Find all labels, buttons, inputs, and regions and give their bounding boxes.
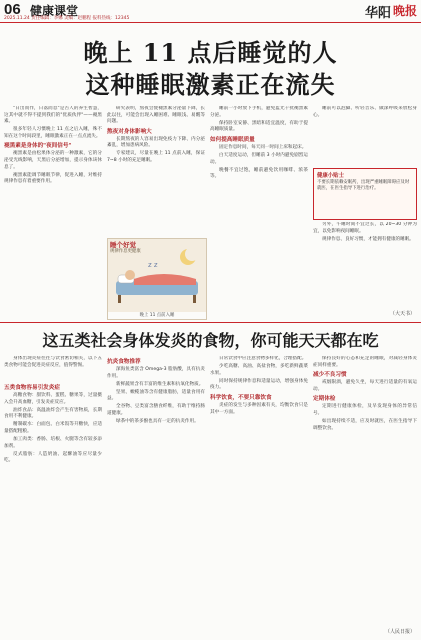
paragraph: 另外，午睡时间不宜过长，以 20~30 分钟为宜，以免影响夜间睡眠。 — [313, 222, 417, 234]
paragraph: 新鲜蔬果含有丰富的维生素和抗氧化物质。 — [116, 381, 204, 387]
sleep-illustration — [107, 238, 207, 320]
paragraph: 保持卧室安静、黑暗和适宜温度，有助于提高睡眠质量。 — [210, 120, 308, 133]
paragraph: 褪黑素是由松果体分泌的一种激素，它的分泌受光线影响，天黑后分泌增加，提示身体该休息了。 — [4, 151, 102, 170]
paragraph: 深海鱼类富含 Omega-3 脂肪酸，具有抗炎作用。 — [107, 367, 205, 379]
section-title: 健康课堂 — [30, 4, 79, 18]
paragraph: 长期熬夜的人容易出现免疫力下降、内分泌紊乱，增加患病风险。 — [107, 136, 205, 149]
subheading: 科学饮食，不要只靠饮食 — [210, 394, 272, 401]
subheading: 褪黑素是身体的"夜间信号" — [4, 143, 72, 150]
newspaper-logo: 晚报 — [392, 4, 417, 18]
article2-intro — [4, 356, 102, 380]
paragraph: 戒烟限酒，避免久坐，每天进行适量的有氧运动。 — [313, 380, 417, 392]
tips-box-body: 不要长期依赖安眠药，出现严重睡眠障碍应及时就医，在医生指导下进行治疗。 — [317, 180, 410, 192]
paragraph: 加工肉类：香肠、培根、火腿等含有较多添加剂。 — [4, 437, 102, 449]
paragraph: 保持良好的心态和充足的睡眠，对减轻身体炎症同样重要。 — [313, 356, 417, 368]
sleeping-person-icon — [108, 239, 206, 311]
paragraph: 高糖食物：甜饮料、蛋糕、糖果等，过量摄入会升高血糖，引发炎症反应。 — [4, 393, 102, 405]
subheading: 抗炎食物推荐 — [107, 359, 141, 365]
illustration-subtitle: 规律作息更健康 — [110, 249, 141, 254]
subheading: 如何提高睡眠质量 — [210, 136, 255, 143]
article1-column-4-continued — [313, 222, 417, 312]
paragraph: 白天适度运动，但睡前 3 小时内避免剧烈运动。 — [210, 152, 308, 165]
article1-column-4 — [313, 106, 417, 166]
paragraph: 研究表明，熬夜会使褪黑素分泌量下降，长此以往，可能会出现入睡困难、睡眠浅、易醒等问题。 — [107, 106, 205, 125]
page-header — [0, 0, 421, 22]
article1-column-3 — [210, 106, 308, 318]
article1-headline-line1: 晚上 11 点后睡觉的人 — [83, 38, 338, 67]
article1-byline: （大天书） — [389, 311, 415, 317]
masthead: 华阳 — [364, 6, 391, 21]
article2-column-3 — [210, 356, 308, 636]
article2-column-1 — [4, 382, 102, 636]
paragraph: 绿茶中的茶多酚也具有一定的抗炎作用。 — [116, 419, 199, 425]
paragraph: 同时保持规律作息和适量运动，增强身体免疫力。 — [210, 378, 308, 391]
subheading: 五类食物容易引发炎症 — [4, 385, 60, 391]
paragraph: 炎症的发生与多种因素有关，均衡饮食只是其中一方面。 — [210, 402, 308, 415]
page-number: 06 — [4, 1, 21, 18]
paragraph: 如出现持续不适，应及时就医，在医生指导下调整饮食。 — [313, 419, 417, 431]
article1-column-1 — [4, 106, 102, 318]
paragraph: 专家建议，尽量在晚上 11 点前入睡，保证 7~8 小时的充足睡眠。 — [107, 151, 205, 164]
paragraph: 固定作息时间，每天同一时间上床和起床。 — [219, 144, 307, 150]
article2-headline: 这五类社会身体发炎的食物，你可能天天都在吃 — [42, 331, 379, 350]
article2-column-4 — [313, 356, 417, 626]
article-divider — [0, 322, 421, 323]
tips-box — [313, 168, 417, 220]
illustration-title: 睡个好觉 — [110, 241, 136, 249]
paragraph: 反式脂肪：人造奶油、起酥油等应尽量少吃。 — [4, 451, 102, 464]
tips-box-title: 健康小贴士 — [317, 173, 344, 179]
paragraph: 褪黑素能调节睡眠节律，促进入睡，对维持规律作息有着重要作用。 — [4, 172, 102, 185]
paragraph: "日出而作，日落而息"是古人的养生智慧，这其中就不得不提到我们的"优质伙伴"——褪黑素。 — [4, 106, 102, 125]
article2-column-2 — [107, 356, 205, 636]
paragraph: 全谷物、豆类富含膳食纤维，有助于维持肠道健康。 — [107, 404, 205, 417]
illustration-caption: 晚上 11 点前入睡 — [108, 312, 206, 319]
dateline: 2025.11.24 责任编辑：李娜 美编：赵鹏程 报料热线：12345 — [4, 16, 130, 21]
paragraph: 很多年轻人习惯晚上 11 点之后入睡，殊不知在这个时间段里，睡眠激素正在一点点流失。 — [4, 127, 102, 139]
paragraph: 身体出现炎症往往与饮食密切相关，以下五类食物可能会促进炎症反应，值得警惕。 — [4, 356, 102, 368]
paragraph: 睡前可以泡脚、听轻音乐、做深呼吸来放松身心。 — [313, 106, 417, 118]
subheading: 定期体检 — [313, 396, 336, 403]
paragraph: 日常饮食中应注意食物多样化，合理搭配。 — [219, 356, 307, 361]
paragraph: 精制碳水：白面包、白米饭等升糖快，应适量搭配粗粮。 — [4, 422, 102, 434]
paragraph: 定期进行健康体检，及早发现身体的异常信号。 — [313, 404, 417, 416]
paragraph: 少吃高糖、高油、高盐食物，多吃新鲜蔬菜水果。 — [210, 364, 308, 376]
article2-byline: （人民日报） — [384, 629, 415, 635]
svg-text:z z: z z — [148, 261, 158, 269]
article1-headline-line2: 这种睡眠激素正在流失 — [85, 70, 336, 99]
subheading: 熬夜对身体影响大 — [107, 128, 152, 135]
paragraph: 坚果、橄榄油等含有健康脂肪，适量食用有益。 — [107, 389, 205, 402]
article1-column-2 — [107, 106, 205, 236]
paragraph: 睡前一小时放下手机，避免蓝光干扰褪黑素分泌。 — [210, 106, 308, 118]
paragraph: 油炸食品：高温油炸会产生有害物质，长期食用不利健康。 — [4, 407, 102, 420]
paragraph: 规律作息、良好习惯，才能拥有健康的睡眠。 — [322, 236, 414, 242]
header-divider — [0, 22, 421, 23]
subheading: 减少不良习惯 — [313, 372, 347, 379]
paragraph: 晚餐不宜过饱，睡前避免饮用咖啡、浓茶等。 — [210, 167, 308, 180]
